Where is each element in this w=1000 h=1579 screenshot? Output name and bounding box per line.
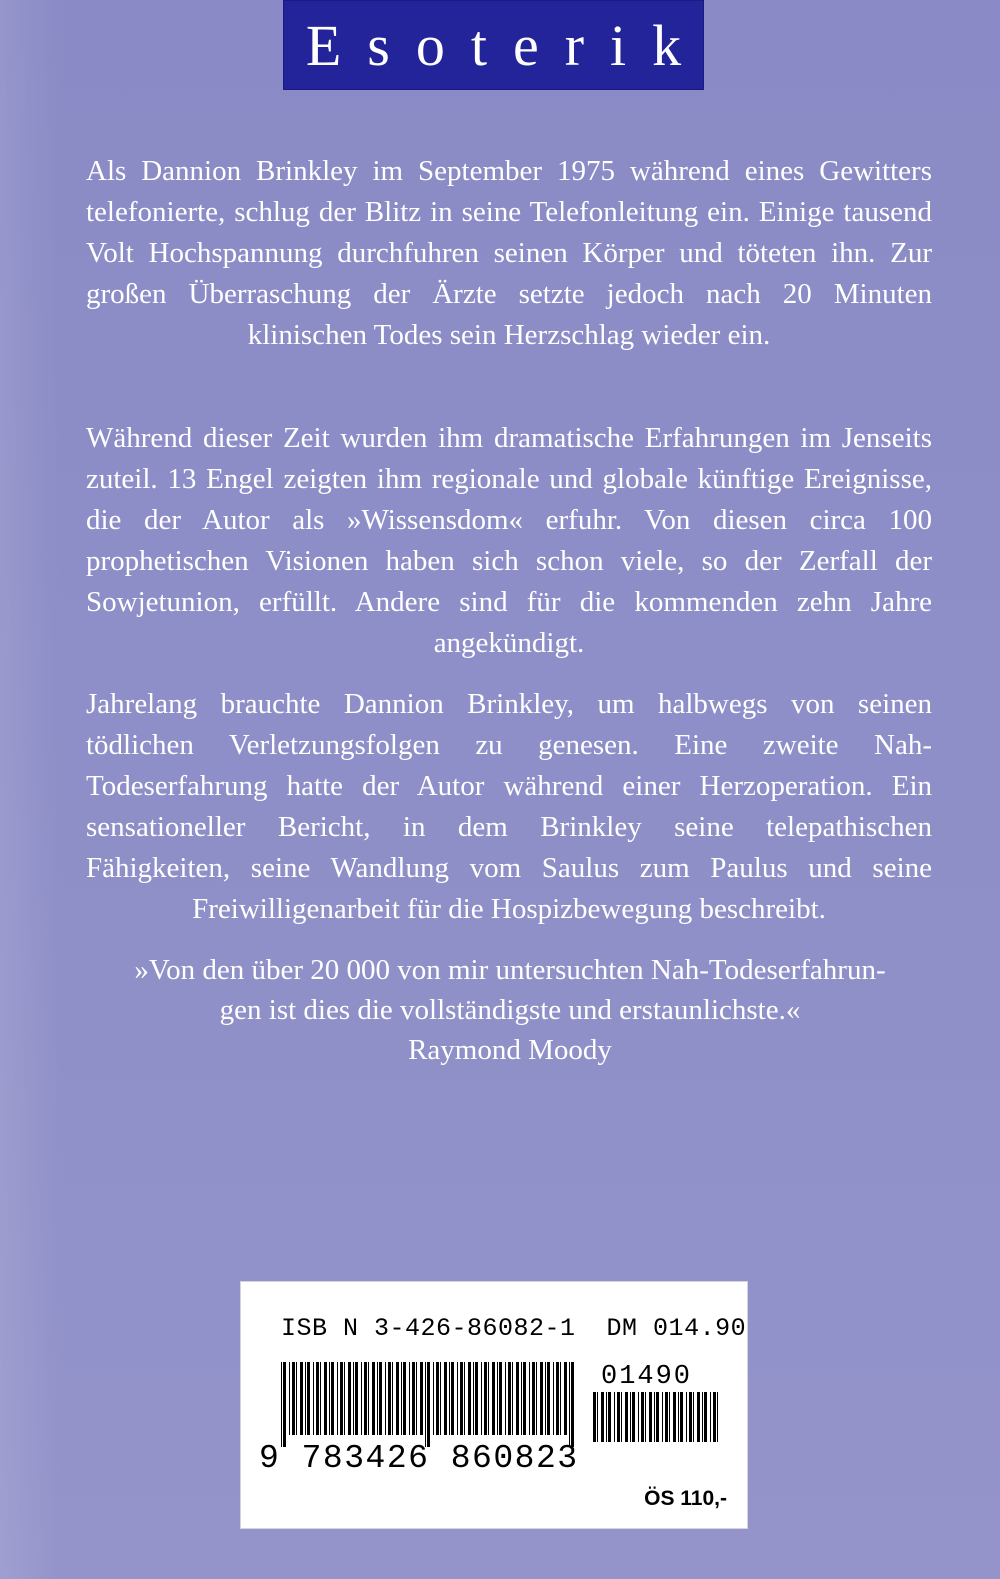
barcode-bar [704,1392,707,1442]
barcode-bar [529,1362,530,1435]
barcode-bar [468,1362,471,1435]
barcode-bar [638,1392,639,1442]
barcode-bar [697,1392,700,1442]
testimonial-quote [70,950,950,1070]
barcode-bar [372,1362,375,1435]
barcode-bar [536,1362,537,1435]
barcode-bar [571,1362,574,1447]
barcode-bar [673,1392,676,1442]
barcode-bar [281,1362,282,1447]
barcode-bar [508,1362,511,1435]
barcode-bar [606,1392,607,1442]
barcode-bar [523,1362,526,1435]
barcode-bar [320,1362,321,1435]
barcode-bar [337,1362,338,1435]
barcode-bar [556,1362,559,1435]
barcode-bar [433,1362,434,1435]
ean-barcode [281,1362,576,1447]
barcode-bar [379,1362,382,1435]
barcode-bar [313,1362,314,1435]
barcode-bar [710,1392,711,1442]
quote-line-1: »Von den über 20 000 von mir untersuchten Nah-Todeserfahrun- [134,954,886,986]
barcode-bar [499,1362,502,1435]
barcode-bar [416,1362,417,1435]
barcode-bar [547,1362,550,1435]
barcode-bar [569,1362,570,1447]
barcode-bar [713,1392,716,1442]
barcode-bar [492,1362,495,1435]
barcode-bar [649,1392,652,1442]
barcode-bar [545,1362,546,1435]
barcode-bar [464,1362,465,1435]
ean-digits: 9 783426 860823 [259,1440,579,1477]
barcode-bar [630,1392,631,1442]
barcode-bar [617,1392,620,1442]
barcode-bar [377,1362,378,1435]
barcode-bar [451,1362,454,1435]
price-addon-barcode [593,1392,721,1454]
barcode-bar [475,1362,478,1435]
barcode-bar [645,1392,646,1442]
barcode-bar [425,1362,426,1447]
barcode-bar [401,1362,402,1435]
barcode-bar [316,1362,319,1435]
barcode-bar [560,1362,561,1435]
barcode-bar [307,1362,310,1435]
barcode-bar [564,1362,567,1435]
barcode-bar [717,1392,718,1442]
barcode-bar [662,1392,663,1442]
barcode-bar [678,1392,679,1442]
barcode-bar [385,1362,386,1435]
barcode-bar [420,1362,423,1435]
barcode-bar [440,1362,441,1435]
barcode-bar [368,1362,369,1435]
quote-line-2: gen ist dies die vollständigste und erstaunlichste.« [219,994,801,1026]
barcode-bar [353,1362,354,1435]
barcode-bar [305,1362,306,1435]
blurb-paragraph-2: Während dieser Zeit wurden ihm dramatische Erfahrungen im Jenseits zuteil. 13 Engel zeigten ihm regionale und globale künftige Ereignisse, die der Autor als »Wissensdom« erfuhr. Von diesen circa 100 prophetischen Visionen haben sich schon viele, so der Zerfall der Sowjetunion, erfüllt. Andere sind für die kommenden zehn Jahre angekündigt. [86,422,932,659]
barcode-bar [355,1362,358,1435]
barcode-bar [497,1362,498,1435]
price-code: 01490 [601,1362,693,1392]
barcode-bar [597,1392,598,1442]
barcode-bar [608,1392,611,1442]
barcode-bar [593,1392,596,1442]
barcode-bar [512,1362,513,1435]
barcode-bar [656,1392,659,1442]
barcode-bar [680,1392,683,1442]
barcode-bar [505,1362,506,1435]
barcode-bar [340,1362,343,1435]
barcode-bar [292,1362,295,1435]
barcode-bar [654,1392,655,1442]
barcode-bar [665,1392,668,1442]
barcode-bar [702,1392,703,1442]
barcode-bar [686,1392,687,1442]
barcode-bar [388,1362,391,1435]
barcode-bar [289,1362,290,1435]
barcode-bar [532,1362,535,1435]
quote-author: Raymond Moody [408,1034,612,1066]
barcode-bar [427,1362,430,1447]
barcode-bar [601,1392,604,1442]
barcode-bar [460,1362,463,1435]
barcode-bar [641,1392,644,1442]
barcode-bar [392,1362,393,1435]
barcode-bar [344,1362,345,1435]
barcode-bar [396,1362,399,1435]
blurb-paragraph-3: Jahrelang brauchte Dannion Brinkley, um halbwegs von seinen tödlichen Verletzungsfolgen zu genesen. Eine zweite Nah-Todeserfahrung hatte der Autor während einer Herzoperation. Ein sensationeller Bericht, in dem Brinkley seine telepathischen Fähigkeiten, seine Wandlung vom Saulus zum Paulus und seine Freiwilligenarbeit für die Hospizbewegung beschreibt. [86,688,932,925]
barcode-bar [361,1362,362,1435]
barcode-bar [283,1362,286,1447]
barcode-bar [553,1362,554,1435]
barcode-bar [481,1362,482,1435]
barcode-bar [436,1362,439,1435]
barcode-bar [625,1392,628,1442]
austrian-price: ÖS 110,- [644,1487,727,1510]
barcode-bar [689,1392,692,1442]
barcode-bar [364,1362,367,1435]
barcode-bar [449,1362,450,1435]
barcode-bar [632,1392,635,1442]
barcode-bar [521,1362,522,1435]
blurb-paragraph-1: Als Dannion Brinkley im September 1975 während eines Gewitters telefonierte, schlug der Blitz in seine Telefonleitung ein. Einige tausend Volt Hochspannung durchfuhren seinen Körper und töteten ihn. Zur großen Überraschung der Ärzte setzte jedoch nach 20 Minuten klinischen Todes sein Herzschlag wieder ein. [86,155,932,351]
barcode-bar [329,1362,330,1435]
barcode-bar [412,1362,415,1435]
barcode-bar [409,1362,410,1435]
barcode-bar [444,1362,447,1435]
barcode-bar [403,1362,406,1435]
barcode-bar [457,1362,458,1435]
barcode-bar [324,1362,327,1435]
barcode-bar [331,1362,334,1435]
barcode-bar [693,1392,694,1442]
genre-badge: Esoterik [283,0,704,90]
barcode-bar [516,1362,519,1435]
barcode-bar [296,1362,297,1435]
barcode-bar [621,1392,622,1442]
barcode-bar [669,1392,670,1442]
barcode-bar [348,1362,351,1435]
barcode-bar [484,1362,487,1435]
barcode-bar [473,1362,474,1435]
barcode-bar [488,1362,489,1435]
barcode-bar [300,1362,303,1435]
isbn-price-line: ISB N 3-426-86082-1 DM 014.90 [281,1314,747,1343]
barcode-bar [540,1362,543,1435]
barcode-bar [614,1392,615,1442]
barcode-sticker [240,1281,748,1529]
